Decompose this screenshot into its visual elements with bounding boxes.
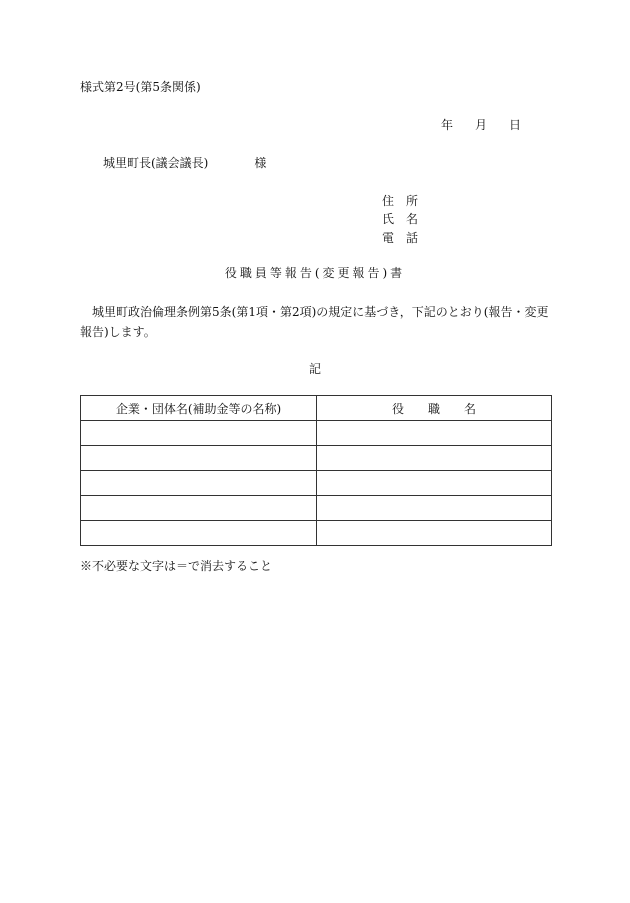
field-char-2: 話: [406, 231, 419, 245]
ki-heading: 記: [308, 362, 321, 376]
body-text: 城里町政治倫理条例第5条(第1項・第2項)の規定に基づき，下記のとおり(報告・変更報告)します。: [80, 305, 549, 339]
addressee-name: 城里町長(議会議長): [103, 156, 209, 170]
table-row: [81, 521, 552, 546]
date-year: 年: [441, 118, 454, 132]
organization-cell[interactable]: [81, 471, 317, 496]
organization-cell[interactable]: [81, 521, 317, 546]
officer-table: [80, 395, 552, 546]
table-row: [81, 421, 552, 446]
phone-field-label: [382, 231, 418, 245]
date-day: 日: [509, 118, 522, 132]
name-field-label: [382, 212, 418, 226]
document-title: 役職員等報告(変更報告)書: [224, 266, 406, 280]
position-cell[interactable]: [317, 521, 552, 546]
addressee-honorific: 様: [254, 156, 267, 170]
position-cell[interactable]: [317, 421, 552, 446]
position-cell[interactable]: [317, 496, 552, 521]
addressee: [103, 156, 266, 170]
field-char-1: 氏: [382, 212, 395, 226]
field-char-1: 電: [382, 231, 395, 245]
table-header-row: [81, 396, 552, 421]
field-char-1: 住: [382, 194, 395, 208]
organization-cell[interactable]: [81, 421, 317, 446]
address-field-label: [382, 194, 418, 208]
table-row: [81, 496, 552, 521]
organization-cell[interactable]: [81, 446, 317, 471]
date-line: [441, 118, 521, 132]
header-position: 役 職 名: [317, 396, 552, 421]
date-month: 月: [475, 118, 488, 132]
organization-cell[interactable]: [81, 496, 317, 521]
position-cell[interactable]: [317, 471, 552, 496]
field-char-2: 名: [406, 212, 419, 226]
position-cell[interactable]: [317, 446, 552, 471]
footnote: ※不必要な文字は＝で消去すること: [80, 559, 273, 573]
table-row: [81, 471, 552, 496]
table-row: [81, 446, 552, 471]
header-organization: 企業・団体名(補助金等の名称): [81, 396, 317, 421]
form-number: 様式第2号(第5条関係): [80, 80, 201, 94]
field-char-2: 所: [406, 194, 419, 208]
